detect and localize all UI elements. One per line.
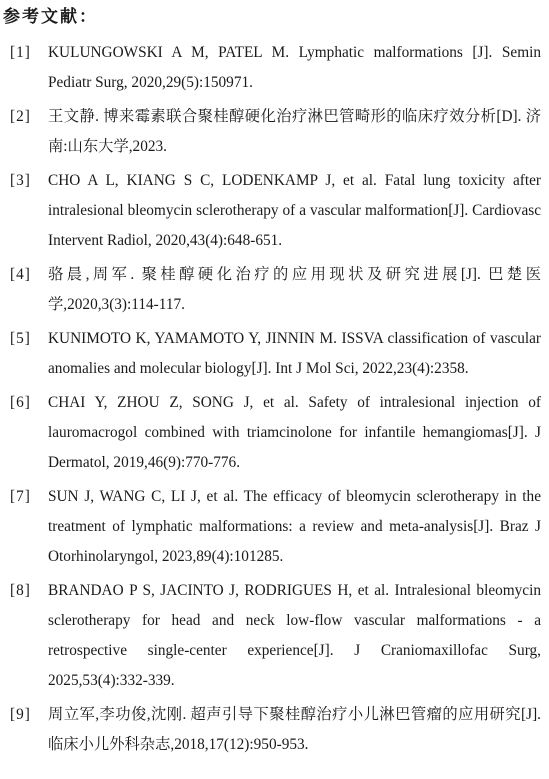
reference-text: KUNIMOTO K, YAMAMOTO Y, JINNIN M. ISSVA classification of vascular anomalies and molecular biology[J]. Int J Mol Sci, 2022,23(4):2358. [48, 330, 541, 377]
reference-number: [3] [10, 172, 31, 189]
reference-item [0, 324, 549, 384]
reference-item [0, 576, 549, 696]
reference-number: [9] [10, 706, 31, 723]
reference-text: BRANDAO P S, JACINTO J, RODRIGUES H, et al. Intralesional bleomycin sclerotherapy for head and neck low-flow vascular malformations - a retrospective single-center experience[J]. J Craniomaxillofac Surg, 2025,53(4):332-339. [48, 582, 541, 689]
reference-item [0, 482, 549, 572]
reference-list [0, 38, 549, 764]
reference-number: [8] [10, 582, 31, 599]
reference-number: [1] [10, 44, 31, 61]
reference-text: KULUNGOWSKI A M, PATEL M. Lymphatic malformations [J]. Semin Pediatr Surg, 2020,29(5):150971. [48, 44, 541, 91]
reference-text: CHO A L, KIANG S C, LODENKAMP J, et al. Fatal lung toxicity after intralesional bleomycin sclerotherapy of a vascular malformation[J]. Cardiovasc Intervent Radiol, 2020,43(4):648-651. [48, 172, 541, 249]
reference-text: 周立军,李功俊,沈刚. 超声引导下聚桂醇治疗小儿淋巴管瘤的应用研究[J]. 临床小儿外科杂志,2018,17(12):950-953. [48, 706, 541, 753]
reference-text: 骆晨,周军. 聚桂醇硬化治疗的应用现状及研究进展[J]. 巴楚医学,2020,3(3):114-117. [48, 266, 541, 313]
reference-item [0, 166, 549, 256]
reference-text: 王文静. 博来霉素联合聚桂醇硬化治疗淋巴管畸形的临床疗效分析[D]. 济南:山东大学,2023. [48, 108, 541, 155]
reference-number: [2] [10, 108, 31, 125]
reference-item [0, 388, 549, 478]
reference-text: SUN J, WANG C, LI J, et al. The efficacy of bleomycin sclerotherapy in the treatment of lymphatic malformations: a review and meta-analysis[J]. Braz J Otorhinolaryngol, 2023,89(4):101285. [48, 488, 541, 565]
reference-item [0, 260, 549, 320]
references-heading: 参考文献： [3, 7, 98, 27]
reference-number: [4] [10, 266, 31, 283]
reference-item [0, 700, 549, 760]
reference-item [0, 38, 549, 98]
reference-item [0, 102, 549, 162]
reference-text: CHAI Y, ZHOU Z, SONG J, et al. Safety of intralesional injection of lauromacrogol combined with triamcinolone for infantile hemangiomas[J]. J Dermatol, 2019,46(9):770-776. [48, 394, 541, 471]
reference-number: [7] [10, 488, 31, 505]
reference-number: [5] [10, 330, 31, 347]
reference-number: [6] [10, 394, 31, 411]
